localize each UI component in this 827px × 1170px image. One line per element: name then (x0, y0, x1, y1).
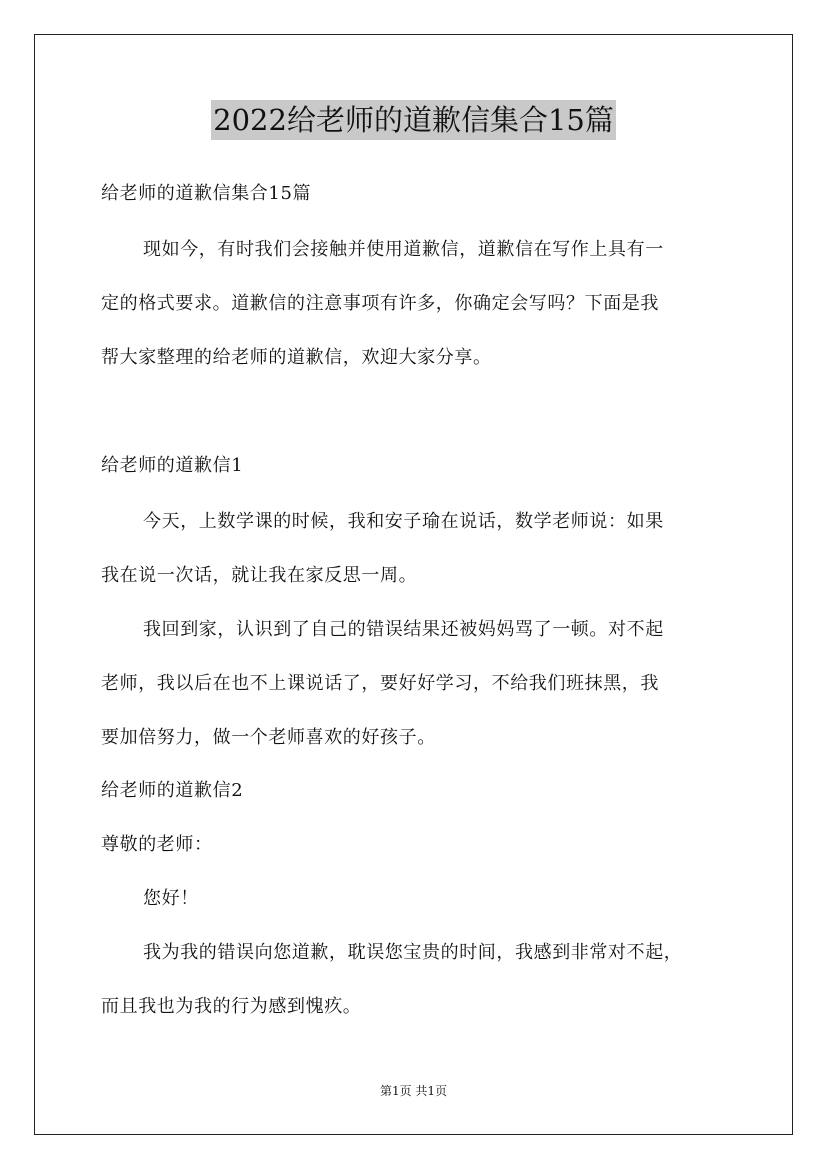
letter1-p2-line-2: 老师，我以后在也不上课说话了，要好好学习，不给我们班抹黑，我 (101, 673, 659, 694)
letter2-p1-line-2: 而且我也为我的行为感到愧疚。 (101, 996, 362, 1017)
letter1-p2-line-3: 要加倍努力，做一个老师喜欢的好孩子。 (101, 727, 436, 748)
letter2-greeting: 您好！ (143, 888, 199, 909)
letter1-p2-line-1: 我回到家，认识到了自己的错误结果还被妈妈骂了一顿。对不起 (143, 619, 664, 640)
letter1-p1-line-1: 今天，上数学课的时候，我和安子瑜在说话，数学老师说：如果 (143, 511, 664, 532)
page-number-footer: 第1页 共1页 (379, 1084, 448, 1098)
letter2-salutation: 尊敬的老师： (101, 834, 213, 855)
document-title: 2022给老师的道歉信集合15篇 (211, 100, 616, 140)
intro-line-3: 帮大家整理的给老师的道歉信，欢迎大家分享。 (101, 347, 492, 368)
intro-line-1: 现如今，有时我们会接触并使用道歉信，道歉信在写作上具有一 (143, 239, 664, 260)
letter2-p1-line-1: 我为我的错误向您道歉，耽误您宝贵的时间，我感到非常对不起， (143, 942, 683, 963)
letter1-p1-line-2: 我在说一次话，就让我在家反思一周。 (101, 565, 418, 586)
letter2-heading: 给老师的道歉信2 (101, 780, 244, 801)
subtitle: 给老师的道歉信集合15篇 (101, 183, 312, 204)
letter1-heading: 给老师的道歉信1 (101, 455, 244, 476)
title-container (0, 100, 827, 140)
intro-line-2: 定的格式要求。道歉信的注意事项有许多，你确定会写吗？下面是我 (101, 293, 659, 314)
